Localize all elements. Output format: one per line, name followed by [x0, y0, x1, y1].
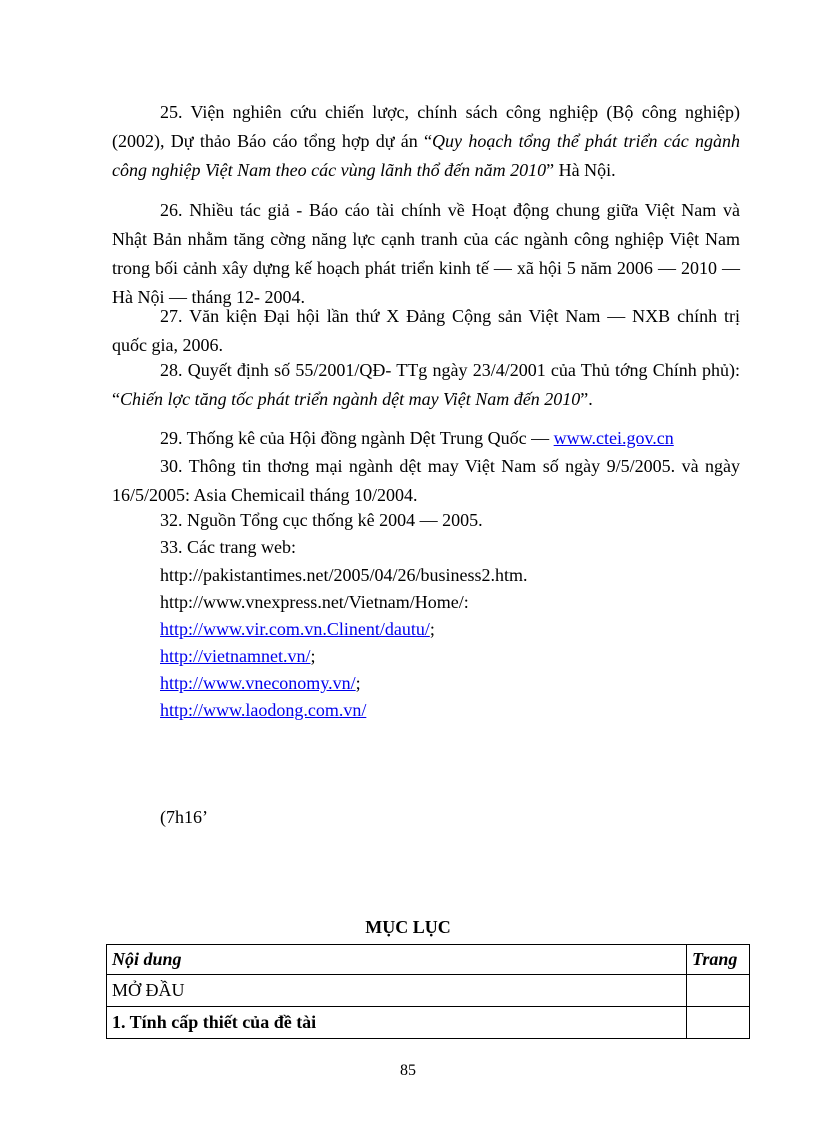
- reference-27: [112, 302, 740, 360]
- separator: ;: [429, 619, 435, 639]
- toc-table: [106, 944, 750, 1039]
- reference-29: [160, 424, 674, 453]
- toc-row-page: [687, 975, 750, 1007]
- separator: ;: [355, 673, 361, 693]
- reference-25-title: Quy hoạch tổng thể phát triển các ngành công nghiệp Việt Nam theo các vùng lãnh thổ đến năm 2010: [112, 131, 740, 180]
- page-number: 85: [400, 1062, 416, 1079]
- reference-27-text: 27. Văn kiện Đại hội lần thứ X Đảng Cộng sản Việt Nam — NXB chính trị quốc gia, 2006.: [112, 306, 740, 355]
- website-vnexpress: http://www.vnexpress.net/Vietnam/Home/:: [160, 592, 469, 612]
- toc-header-page: Trang: [687, 945, 750, 975]
- toc-header-content: Nội dung: [107, 945, 687, 975]
- toc-header-row: [107, 945, 750, 975]
- toc-title: MỤC LỤC: [365, 917, 451, 937]
- link-vietnamnet[interactable]: http://vietnamnet.vn/: [160, 646, 311, 666]
- reference-30-text: 30. Thông tin thơng mại ngành dệt may Việt Nam số ngày 9/5/2005. và ngày 16/5/2005: Asia Chemicail tháng 10/2004.: [112, 456, 740, 505]
- link-laodong[interactable]: http://www.laodong.com.vn/: [160, 700, 367, 720]
- reference-26: [112, 196, 740, 312]
- reference-30: [112, 452, 740, 510]
- reference-25-text: 25. Viện nghiên cứu chiến lược, chính sách công nghiệp (Bộ công nghiệp) (2002), Dự thảo Báo cáo tổng hợp dự án “: [112, 102, 740, 151]
- reference-25-suffix: ” Hà Nội.: [546, 160, 616, 180]
- reference-28: [112, 356, 740, 414]
- website-laodong-line: [160, 696, 366, 725]
- table-row: [107, 1007, 750, 1039]
- website-vietnamnet-line: [160, 642, 316, 671]
- reference-26-text: 26. Nhiều tác giả - Báo cáo tài chính về Hoạt động chung giữa Việt Nam và Nhật Bản nhằm tăng cờng năng lực cạnh tranh của các ngành công nghiệp Việt Nam trong bối cảnh xây dựng kế hoạch phát triển kinh tế — xã hội 5 năm 2006 — 2010 — Hà Nội — tháng 12- 2004.: [112, 200, 740, 307]
- website-vneconomy-line: [160, 669, 361, 698]
- website-vir-line: [160, 615, 435, 644]
- table-row: [107, 975, 750, 1007]
- link-vneconomy[interactable]: http://www.vneconomy.vn/: [160, 673, 356, 693]
- toc-row-page: [687, 1007, 750, 1039]
- link-ctei[interactable]: www.ctei.gov.cn: [553, 428, 674, 448]
- separator: ;: [310, 646, 316, 666]
- reference-25: [112, 98, 740, 185]
- reference-32: 32. Nguồn Tổng cục thống kê 2004 — 2005.: [160, 510, 483, 530]
- website-pakistantimes: http://pakistantimes.net/2005/04/26/business2.htm.: [160, 565, 528, 585]
- reference-28-suffix: ”.: [580, 389, 593, 409]
- reference-33: 33. Các trang web:: [160, 537, 296, 557]
- link-vir[interactable]: http://www.vir.com.vn.Clinent/dautu/: [160, 619, 430, 639]
- toc-row-label: 1. Tính cấp thiết của đề tài: [107, 1007, 687, 1039]
- time-note: (7h16’: [160, 807, 208, 827]
- reference-29-text: 29. Thống kê của Hội đồng ngành Dệt Trung Quốc —: [160, 428, 554, 448]
- toc-row-label: MỞ ĐẦU: [107, 975, 687, 1007]
- reference-28-text: 28. Quyết định số 55/2001/QĐ- TTg ngày 23/4/2001 của Thủ tớng Chính phủ): “: [112, 360, 740, 409]
- reference-28-title: Chiến lợc tăng tốc phát triển ngành dệt may Việt Nam đến 2010: [120, 389, 581, 409]
